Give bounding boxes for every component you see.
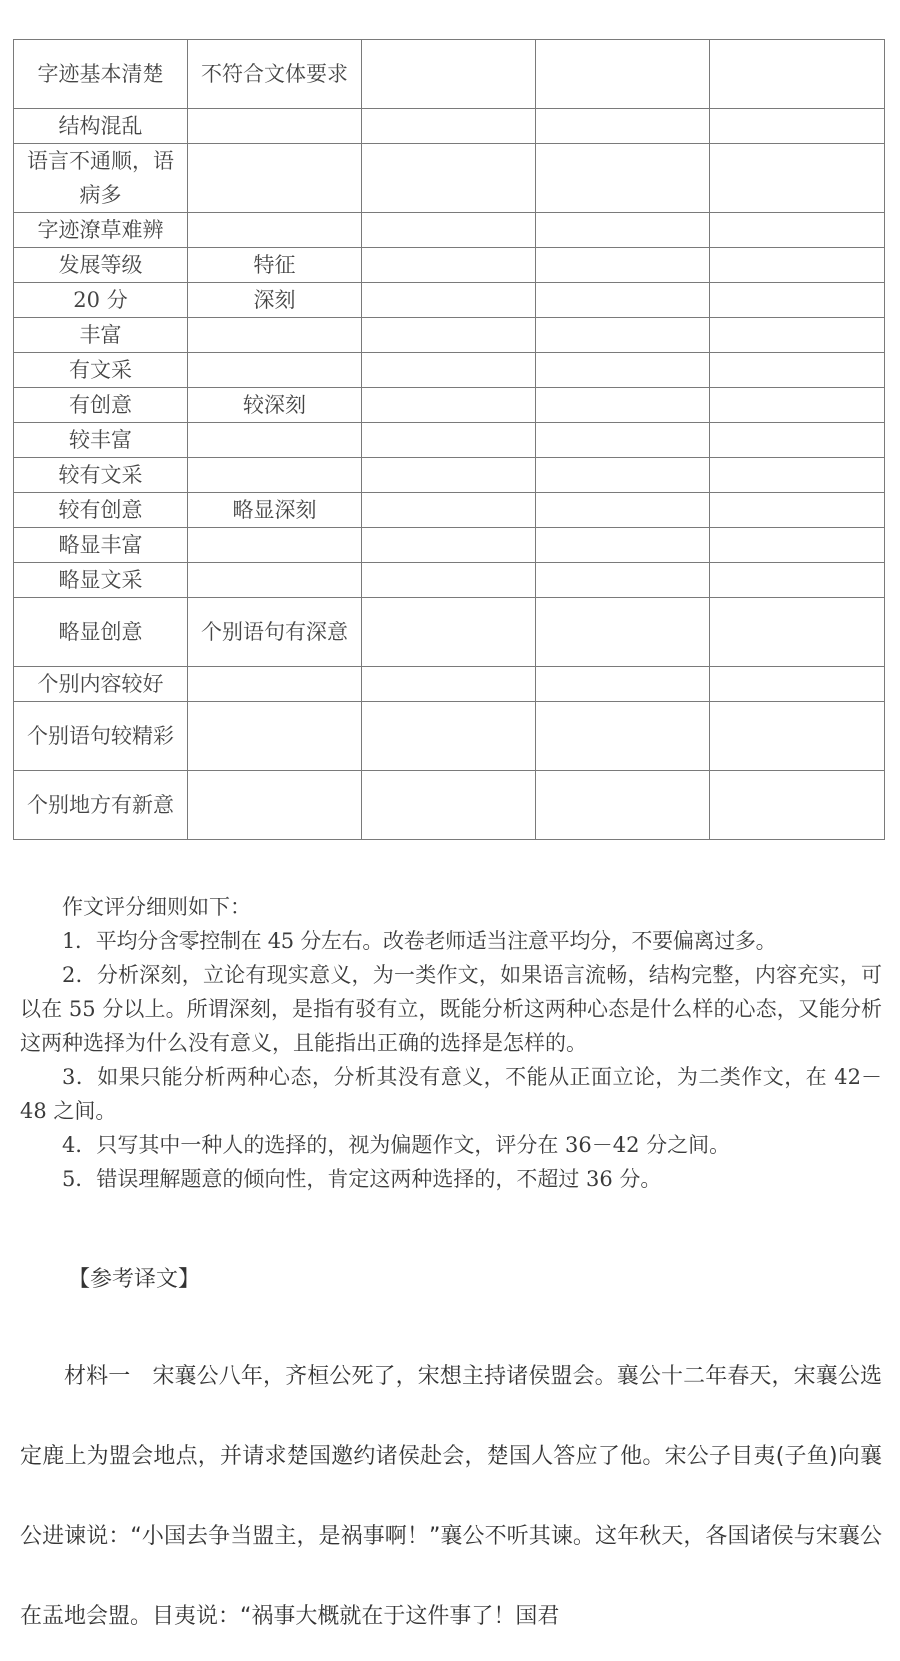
table-cell-col-2 [188,458,362,493]
table-cell-col-3 [362,528,536,563]
table-cell-col-1: 字迹基本清楚 [14,40,188,109]
table-cell-col-2: 不符合文体要求 [188,40,362,109]
table-row [14,213,885,248]
table-row [14,40,885,109]
table-row [14,283,885,318]
table-cell-col-5 [710,353,885,388]
table-cell-col-2: 略显深刻 [188,493,362,528]
table-cell-col-5 [710,283,885,318]
table-cell-col-1: 个别地方有新意 [14,771,188,840]
table-cell-col-5 [710,702,885,771]
table-cell-col-1: 20 分 [14,283,188,318]
table-row [14,702,885,771]
table-cell-col-2 [188,563,362,598]
table-cell-col-5 [710,109,885,144]
table-cell-col-4 [536,248,710,283]
table-cell-col-2 [188,353,362,388]
table-cell-col-1: 发展等级 [14,248,188,283]
table-row [14,493,885,528]
table-cell-col-3 [362,318,536,353]
rule-item-2: 2．分析深刻，立论有现实意义，为一类作文，如果语言流畅，结构完整，内容充实，可以在 55 分以上。所谓深刻，是指有驳有立，既能分析这两种心态是什么样的心态，又能分析这两种选择为什么没有意义，且能指出正确的选择是怎样的。 [20,963,882,1055]
table-row [14,528,885,563]
table-cell-col-5 [710,248,885,283]
table-row [14,423,885,458]
table-cell-col-3 [362,144,536,213]
table-cell-col-1: 较有创意 [14,493,188,528]
table-cell-col-4 [536,771,710,840]
table-cell-col-2 [188,667,362,702]
table-row [14,388,885,423]
rule-item-3: 3．如果只能分析两种心态，分析其没有意义，不能从正面立论，为二类作文，在 42－48 之间。 [20,1065,882,1123]
table-cell-col-3 [362,458,536,493]
table-cell-col-3 [362,702,536,771]
table-cell-col-2 [188,423,362,458]
table-cell-col-4 [536,423,710,458]
table-cell-col-4 [536,598,710,667]
grading-table [13,39,885,840]
table-cell-col-3 [362,353,536,388]
table-cell-col-3 [362,667,536,702]
table-cell-col-1: 字迹潦草难辨 [14,213,188,248]
table-cell-col-1: 语言不通顺，语病多 [14,144,188,213]
table-cell-col-2 [188,528,362,563]
table-cell-col-5 [710,667,885,702]
table-cell-col-5 [710,423,885,458]
table-cell-col-2 [188,702,362,771]
table-cell-col-3 [362,388,536,423]
table-row [14,598,885,667]
table-cell-col-2 [188,144,362,213]
table-cell-col-3 [362,248,536,283]
table-row [14,667,885,702]
table-cell-col-2: 较深刻 [188,388,362,423]
table-cell-col-4 [536,213,710,248]
table-cell-col-3 [362,423,536,458]
table-cell-col-4 [536,144,710,213]
table-cell-col-4 [536,40,710,109]
table-cell-col-4 [536,563,710,598]
table-cell-col-2: 特征 [188,248,362,283]
table-cell-col-2 [188,318,362,353]
table-cell-col-4 [536,318,710,353]
grading-rules [20,890,882,1196]
table-cell-col-1: 较丰富 [14,423,188,458]
table-row [14,563,885,598]
table-cell-col-2 [188,109,362,144]
table-cell-col-1: 结构混乱 [14,109,188,144]
rule-item-1: 1．平均分含零控制在 45 分左右。改卷老师适当注意平均分，不要偏离过多。 [62,929,777,953]
grading-table-body [14,40,885,840]
table-row [14,458,885,493]
table-cell-col-4 [536,528,710,563]
table-cell-col-5 [710,771,885,840]
rule-item-5: 5．错误理解题意的倾向性，肯定这两种选择的，不超过 36 分。 [62,1167,662,1191]
table-cell-col-5 [710,40,885,109]
table-cell-col-2: 深刻 [188,283,362,318]
table-cell-col-1: 有创意 [14,388,188,423]
table-cell-col-5 [710,144,885,213]
table-cell-col-3 [362,563,536,598]
table-cell-col-5 [710,458,885,493]
table-cell-col-4 [536,283,710,318]
table-cell-col-1: 丰富 [14,318,188,353]
reference-translation: 材料一 宋襄公八年，齐桓公死了，宋想主持诸侯盟会。襄公十二年春天，宋襄公选定鹿上为盟会地点，并请求楚国邀约诸侯赴会，楚国人答应了他。宋公子目夷(子鱼)向襄公进谏说：“小国去争当盟主，是祸事啊！”襄公不听其谏。这年秋天，各国诸侯与宋襄公在盂地会盟。目夷说：“祸事大概就在于这件事了！国君 [20,1364,882,1629]
table-cell-col-2 [188,771,362,840]
reference-title: 【参考译文】 [68,1267,201,1292]
table-cell-col-1: 略显丰富 [14,528,188,563]
table-row [14,248,885,283]
table-cell-col-5 [710,528,885,563]
table-cell-col-5 [710,493,885,528]
table-cell-col-3 [362,109,536,144]
table-cell-col-5 [710,213,885,248]
table-cell-col-1: 个别内容较好 [14,667,188,702]
table-cell-col-2 [188,213,362,248]
table-cell-col-4 [536,702,710,771]
table-cell-col-1: 略显创意 [14,598,188,667]
rules-intro: 作文评分细则如下： [62,895,251,919]
table-cell-col-1: 略显文采 [14,563,188,598]
table-cell-col-4 [536,667,710,702]
table-cell-col-5 [710,563,885,598]
table-row [14,771,885,840]
table-cell-col-1: 较有文采 [14,458,188,493]
table-cell-col-3 [362,493,536,528]
table-cell-col-2: 个别语句有深意 [188,598,362,667]
table-cell-col-5 [710,388,885,423]
table-cell-col-3 [362,213,536,248]
table-cell-col-1: 有文采 [14,353,188,388]
table-row [14,144,885,213]
table-cell-col-4 [536,353,710,388]
table-cell-col-3 [362,771,536,840]
table-cell-col-3 [362,283,536,318]
table-cell-col-4 [536,109,710,144]
table-cell-col-4 [536,388,710,423]
table-cell-col-4 [536,458,710,493]
table-cell-col-5 [710,318,885,353]
table-cell-col-5 [710,598,885,667]
table-row [14,353,885,388]
table-cell-col-4 [536,493,710,528]
table-row [14,318,885,353]
table-cell-col-3 [362,598,536,667]
table-row [14,109,885,144]
table-cell-col-3 [362,40,536,109]
table-cell-col-1: 个别语句较精彩 [14,702,188,771]
rule-item-4: 4．只写其中一种人的选择的，视为偏题作文，评分在 36－42 分之间。 [62,1133,731,1157]
